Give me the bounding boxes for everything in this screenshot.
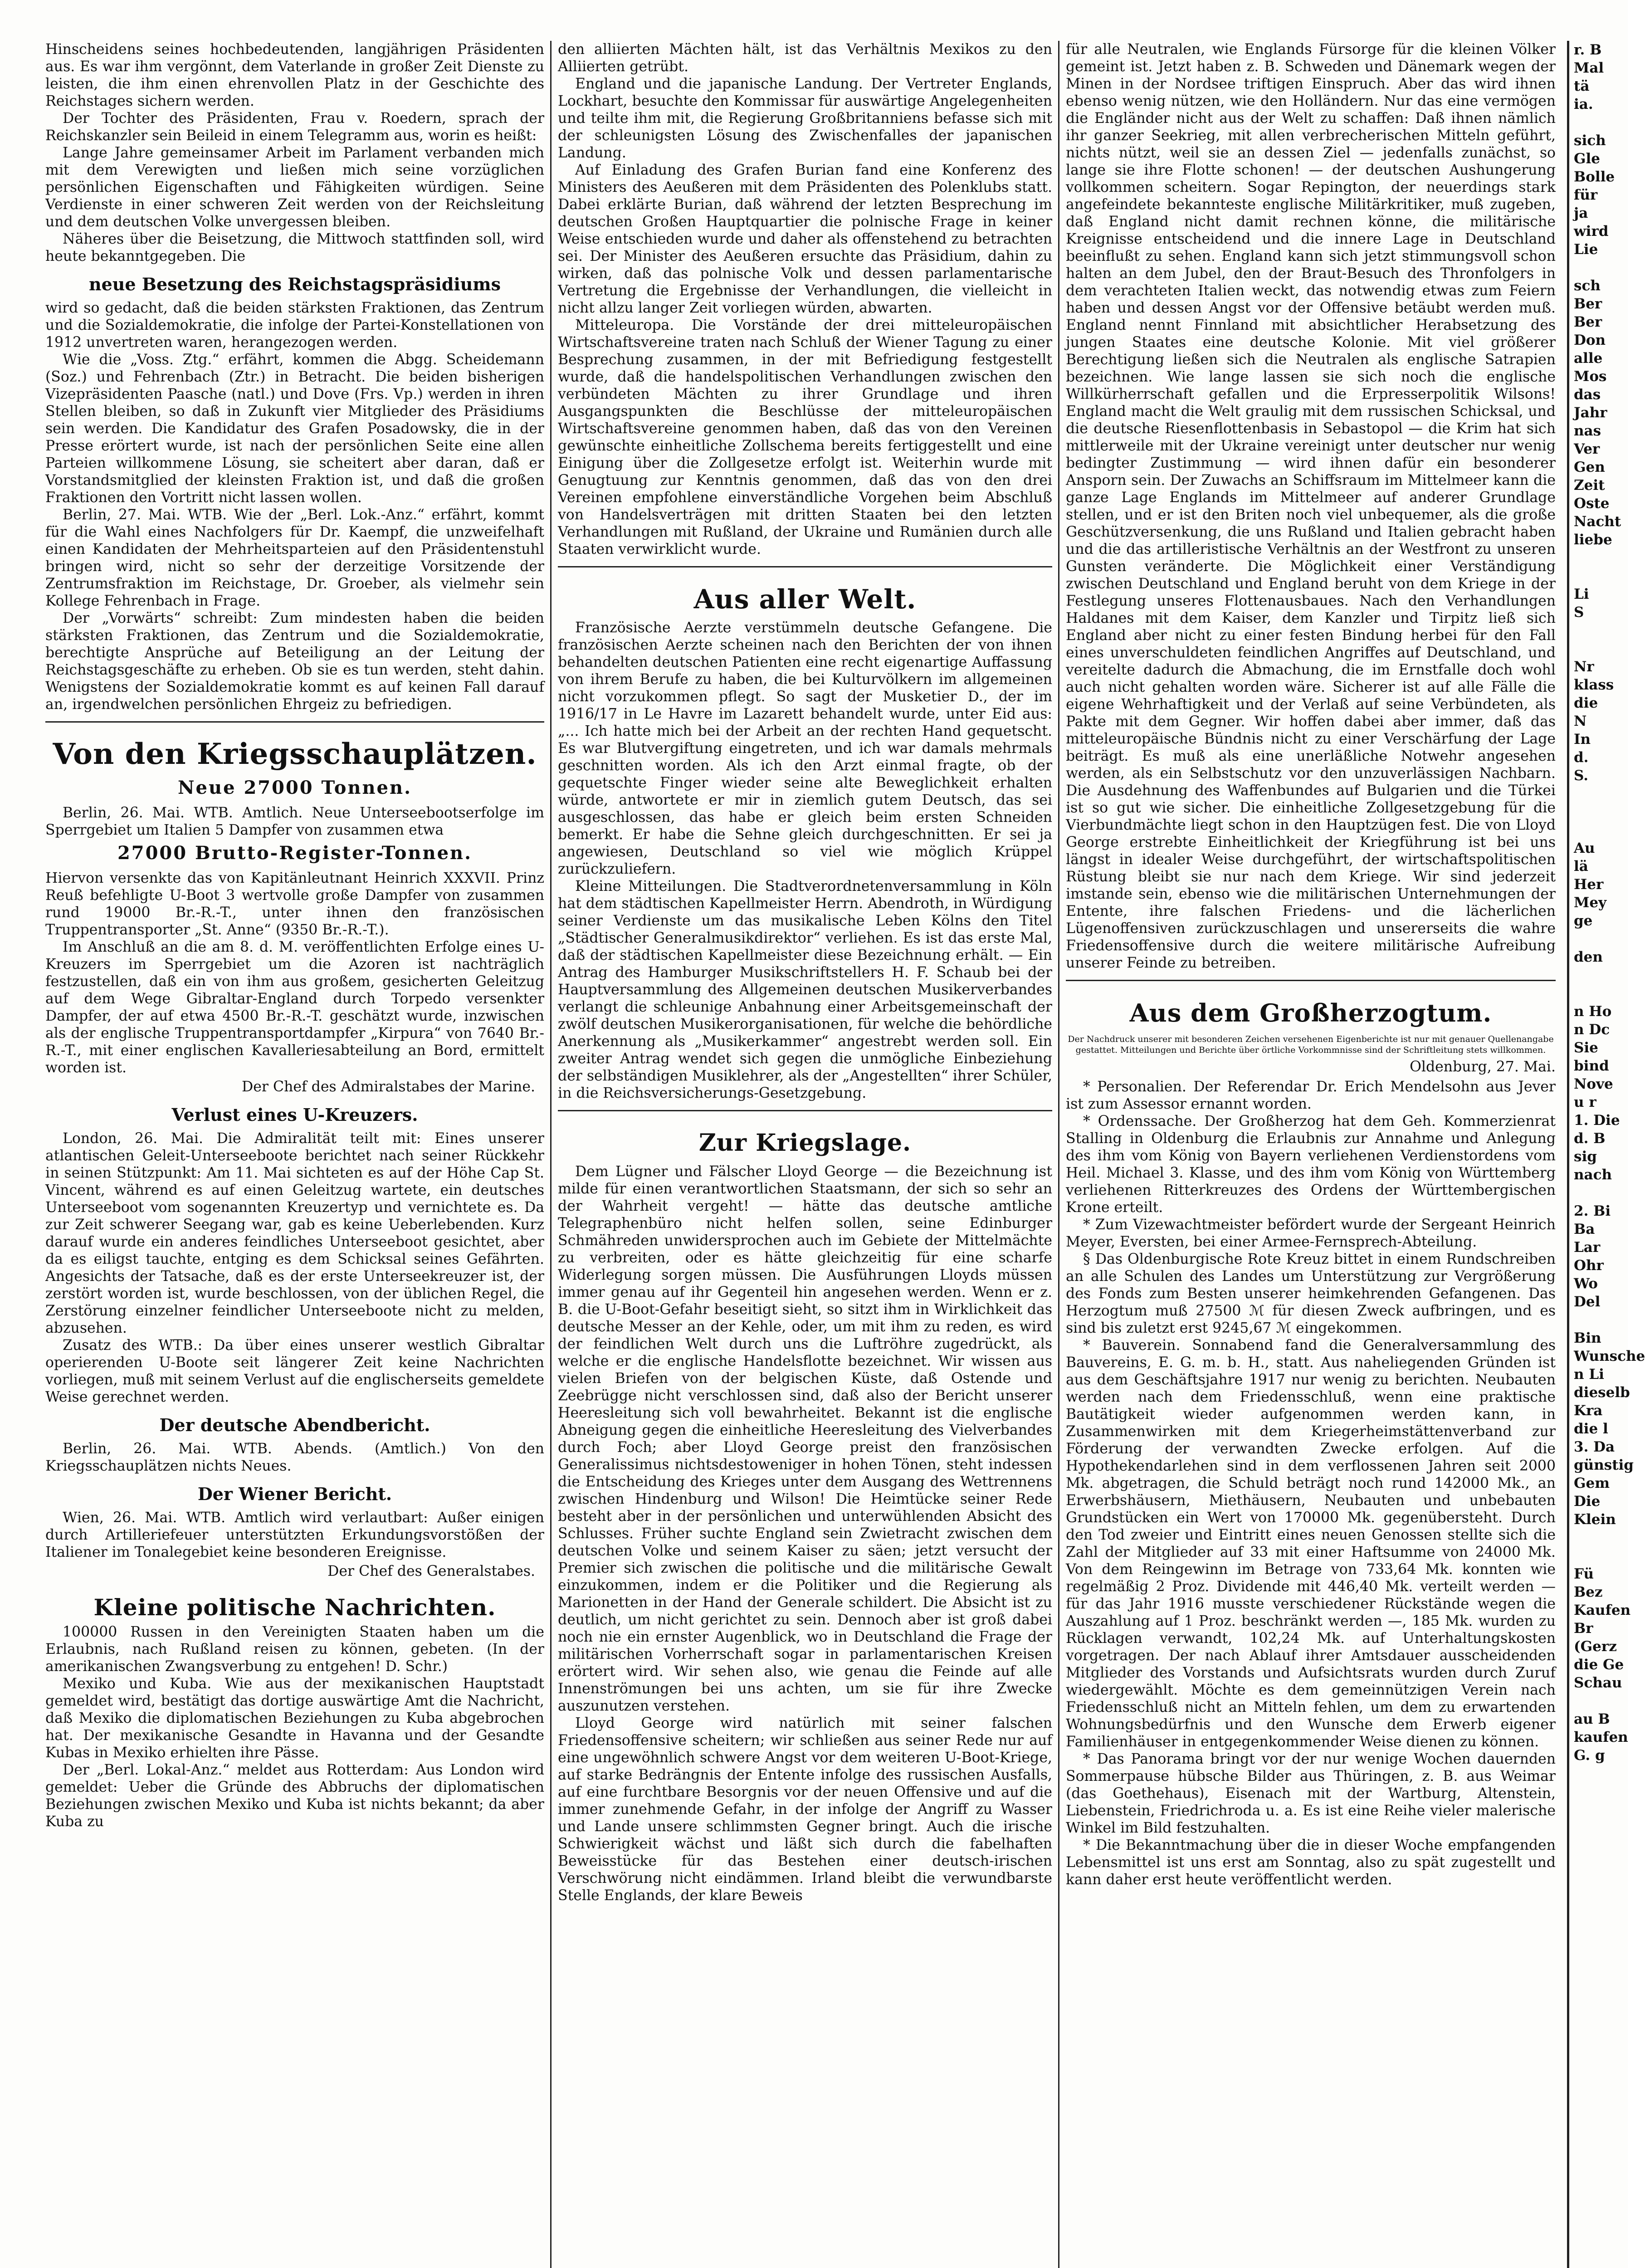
fragment-line: Ver: [1574, 441, 1600, 457]
quoted-telegram: Lange Jahre gemeinsamer Arbeit im Parlament verbanden mich mit dem Verewigten und ließen mich seine vorzüglichen persönlichen Eigenschaften und Fähigkeiten würdigen. Seine Verdienste in einer schweren Zeit werden von der Reichsleitung und dem deutschen Volke unvergessen bleiben.: [45, 145, 549, 230]
article-paragraph: England und die japanische Landung. Der Vertreter Englands, Lockhart, besuchte den Kommissar für auswärtige Angelegenheiten und teilte ihm mit, die Regierung Großbritanniens befasse sich mit der schleunigsten Lösung des Zwischenfalles der japanischen Landung.: [558, 76, 1057, 161]
fragment-line: G. g: [1574, 1747, 1605, 1764]
column-rule: [1567, 41, 1569, 2268]
article-paragraph: Im Anschluß an die am 8. d. M. veröffentlichten Erfolge eines U-Kreuzers im Sperrgebiet um die Azoren ist nachträglich festzustellen, daß ein von ihm aus großem, gesicherten Geleitzug auf dem Wege Gibraltar-England durch Torpedo versenkter Dampfer, der auf etwa 4500 Br.-R.-T. geschätzt wurde, inzwischen als der englische Truppentransportdampfer „Kirpura“ von 7640 Br.-R.-T., mit einer englischen Kavalleriesabteilung an Bord, ermittelt worden ist.: [45, 939, 549, 1076]
fragment-line: [1574, 930, 1628, 948]
fragment-line: Kra: [1574, 1403, 1603, 1419]
fragment-line: (Gerz: [1574, 1638, 1617, 1655]
fragment-line: Klein: [1574, 1511, 1616, 1528]
fragment-line: [1574, 1692, 1628, 1710]
section-heading-kriegslage: Zur Kriegslage.: [698, 1129, 912, 1157]
article-paragraph: Näheres über die Beisetzung, die Mittwoch stattfinden soll, wird heute bekanntgegeben. Die: [45, 231, 549, 264]
fragment-line: Nr: [1574, 659, 1594, 675]
article-paragraph: London, 26. Mai. Die Admiralität teilt mit: Eines unserer atlantischen Geleit-Unterseeboote berichtet nach seiner Rückkehr in seinen Stützpunkt: Am 11. Mai sichteten es auf der Höhe Cap St. Vincent, während es auf einen Geleitzug wartete, ein deutsches Unterseeboot vom sogenannten Kreuzertyp und vernichtete es. Da zur Zeit schwerer Seegang war, gab es keine Ueberlebenden. Kurz darauf wurde ein anderes feindliches Unterseeboot gesichtet, aber da es eiligst tauchte, entging es dem Schicksal seines Gefährten. Angesichts der Tatsache, daß es der erste Unterseekreuzer ist, der zerstört worden ist, wurde beschlossen, von der üblichen Regel, die Zerstörung einzelner feindlicher Unterseeboote nicht zu melden, abzusehen.: [45, 1130, 549, 1336]
fragment-line: [1574, 803, 1628, 821]
fragment-line: Nove: [1574, 1076, 1613, 1092]
section-divider: [45, 721, 544, 723]
fragment-lines: [1574, 41, 1645, 1765]
fragment-line: Mos: [1574, 368, 1607, 385]
article-paragraph: Wien, 26. Mai. WTB. Amtlich wird verlautbart: Außer einigen durch Artilleriefeuer unterstützten Erkundungsvorstößen der Italiener im Tonalegebiet keine besonderen Ereignisse.: [45, 1510, 549, 1560]
fragment-line: n Li: [1574, 1366, 1604, 1383]
article-paragraph: wird so gedacht, daß die beiden stärksten Fraktionen, das Zentrum und die Sozialdemokratie, die infolge der Partei-Konstellationen von 1912 unvertreten waren, herangezogen werden.: [45, 300, 549, 351]
fragment-line: die l: [1574, 1421, 1608, 1437]
column-2: [558, 41, 1057, 2268]
section-heading-kleine-nachrichten: Kleine politische Nachrichten.: [93, 1594, 496, 1621]
fragment-line: Her: [1574, 876, 1604, 893]
fragment-line: alle: [1574, 350, 1603, 367]
fragment-line: n Ho: [1574, 1003, 1612, 1020]
fragment-line: S: [1574, 604, 1584, 621]
section-divider: [558, 566, 1052, 567]
article-paragraph: Kleine Mitteilungen. Die Stadtverordnetenversammlung in Köln hat dem städtischen Kapellmeister Herrn. Abendroth, in Würdigung seiner Verdienste um das musikalische Leben Kölns den Titel „Städtischer Generalmusikdirektor“ verliehen. Es ist das erste Mal, daß der städtischen Kapellmeister diese Bezeichnung erhält. — Ein Antrag des Hamburger Musikschriftstellers H. F. Schaub bei der Hauptversammlung des Allgemeinen deutschen Musikerverbandes verlangt die schleunige Anbahnung einer Arbeitsgemeinschaft der zwölf deutschen Musikerorganisationen, für welche die behördliche Anerkennung als „Musikerkammer“ angestrebt werden soll. Ein zweiter Antrag wendet sich gegen die unmögliche Einbeziehung der selbständigen Musiklehrer, als der „Angestellten“ ihrer Schüler, in die Reichsversicherungs-Gesetzgebung.: [558, 878, 1057, 1101]
fragment-line: für: [1574, 187, 1598, 203]
fragment-line: kaufen: [1574, 1729, 1628, 1745]
fragment-line: In: [1574, 731, 1591, 748]
fragment-line: Wunsche: [1574, 1348, 1645, 1364]
article-paragraph: * Zum Vizewachtmeister befördert wurde der Sergeant Heinrich Meyer, Eversten, bei einer Armee-Fernsprech-Abteilung.: [1066, 1217, 1561, 1250]
fragment-line: die Ge: [1574, 1657, 1624, 1673]
article-paragraph: für alle Neutralen, wie Englands Fürsorge für die kleinen Völker gemeint ist. Jetzt haben z. B. Schweden und Dänemark wegen der Minen in der Nordsee triftigen Einspruch. Aber das wird ihnen ebenso wenig nützen, wie den Holländern. Nur das eine vermögen die Engländer nicht aus der Welt zu schaffen: Daß ihnen nämlich ihr ganzer Seekrieg, mit allen verbrecherischen Mitteln geführt, nichts nützt, weil sie an dessen Ziel — jedenfalls zunächst, so lange sie ihre Flotte schonen! — der deutschen Aushungerung vollkommen scheitern. Sogar Repington, der neuerdings stark angefeindete bekannteste englische Militärkritiker, muß zugeben, daß England nicht damit rechnen könne, die militärische Kreignisse entscheidend und die innere Lage in Deutschland beeinflußt zu sehen. England kann sich jetzt stimmungsvoll schon halten an dem Jubel, den der Braut-Besuch des Thronfolgers in dem verachteten Italien weckt, das notwendig etwas zum Feiern haben und dessen Angst vor der Offensive betäubt werden muß. England nennt Finnland mit absichtlicher Herabsetzung des jungen Staates eine deutsche Kolonie. Mit viel größerer Berechtigung ließen sich die Neutralen als englische Satrapien bezeichnen. Wie lange lassen sie sich noch die englische Willkürherrschaft gefallen und die Erpresserpolitik Wilsons! England macht die Welt graulig mit dem russischen Schicksal, und die deutsche Riesenflottenbasis in Sebastopol — die Krim hat sich mittlerweile mit der Ukraine vereinigt unter deutscher nur wenig bedingter Zustimmung — wird ihnen dafür ein besonderer Ansporn sein. Der Zuwachs an Schiffsraum im Mittelmeer kann die ganze Lage Englands im Mittelmeer auf anderer Grundlage stellen, und er ist den Briten noch viel unbequemer, als die große Geschützversenkung, die uns Rußland und Italien gebracht haben und die das artilleristische Verhältnis an der Westfront zu unseren Gunsten veränderte. Die Möglichkeit einer Verständigung zwischen Deutschland und England beruht von dem Kriege in der Festlegung unseres Flottenausbaues. Nach den Verhandlungen Haldanes mit dem Kaiser, dem Kanzler und Tirpitz ließ sich England aber nicht zu einer festen Bindung herbei für den Fall eines unverschuldeten feindlichen Angriffes auf Deutschland, und vereitelte dadurch die Abmachung, die im Ernstfalle doch wohl auch nicht gehalten worden wäre. Sicherer ist auf alle Fälle die eigene Wehrhaftigkeit und der Verlaß auf seine Verbündeten, als Pakte mit dem Gegner. Wir hoffen dabei aber immer, daß das mitteleuropäische Bündnis nicht zu einer Verschärfung der Lage beiträgt. Es muß als eine unerläßliche Notwehr angesehen werden, als ein Selbstschutz vor den unzuverlässigen Nachbarn. Die Ausdehnung des Waffenbundes auf Bulgarien und die Türkei ist so gut wie sicher. Die einheitliche Zollgesetzgebung für die Vierbundmächte liegt schon in den Hauptzügen fest. Die von Lloyd George erstrebte Einheitlichkeit der Kriegführung ist bei uns längst in idealer Weise durchgeführt, der wirtschaftspolitischen Rüstung bleibt sie nur nach dem Kriege. Wir sind jederzeit imstande sein, ebenso wie die militärischen Unternehmungen der Entente, ihre falschen Friedens- und die lächerlichen Lügenoffensiven zurückzuschlagen und unsererseits die wahre Friedensoffensive durch die weitere militärische Aufreibung unserer Feinde zu betreiben.: [1066, 41, 1561, 971]
fragment-line: Gem: [1574, 1475, 1610, 1491]
fragment-line: 2. Bi: [1574, 1203, 1611, 1219]
fragment-line: [1574, 1311, 1628, 1329]
section-heading-grossherzogtum: Aus dem Großherzogtum.: [1129, 998, 1492, 1027]
article-paragraph: 100000 Russen in den Vereinigten Staaten haben um die Erlaubnis, nach Rußland reisen zu können, gebeten. (In der amerikanischen Zwangsverbung zu entgehen! D. Schr.): [45, 1624, 549, 1675]
fragment-line: lä: [1574, 858, 1588, 875]
article-paragraph: Der Tochter des Präsidenten, Frau v. Roedern, sprach der Reichskanzler sein Beileid in einem Telegramm aus, worin es heißt:: [45, 110, 549, 144]
article-paragraph: * Die Bekanntmachung über die in dieser Woche empfangenden Lebensmittel ist uns erst am Sonntag, also zu spät zugestellt und kann daher erst heute veröffentlicht werden.: [1066, 1837, 1561, 1888]
subheading-tonnen: Neue 27000 Tonnen.: [177, 777, 412, 798]
fragment-line: Ber: [1574, 314, 1602, 330]
article-paragraph: Berlin, 26. Mai. WTB. Amtlich. Neue Unterseebootserfolge im Sperrgebiet um Italien 5 Dampfer von zusammen etwa: [45, 805, 549, 838]
fragment-line: Ber: [1574, 296, 1602, 312]
fragment-line: klass: [1574, 677, 1614, 693]
fragment-line: ge: [1574, 913, 1593, 929]
fragment-line: nas: [1574, 423, 1601, 439]
subheading-abendbericht: Der deutsche Abendbericht.: [159, 1415, 430, 1435]
article-paragraph: * Personalien. Der Referendar Dr. Erich Mendelsohn aus Jever ist zum Assessor ernannt worden.: [1066, 1079, 1561, 1112]
fragment-line: den: [1574, 949, 1603, 965]
fragment-line: u r: [1574, 1094, 1596, 1110]
article-paragraph: § Das Oldenburgische Rote Kreuz bittet in einem Rundschreiben an alle Schulen des Landes um Unterstützung zur Vergrößerung des Fonds zum Besten unserer heimkehrenden Gefangenen. Das Herzogtum muß 27500 ℳ für diesen Zweck aufbringen, und es sind bis zuletzt erst 9245,67 ℳ eingekommen.: [1066, 1251, 1561, 1336]
fragment-line: Jahr: [1574, 405, 1607, 421]
subheading-verlust: Verlust eines U-Kreuzers.: [171, 1105, 418, 1125]
article-paragraph: Lloyd George wird natürlich mit seiner falschen Friedensoffensive scheitern; wir schließen aus seiner Rede nur auf eine ungewöhnlich schwere Angst vor dem weiteren U-Boot-Kriege, auf starke Bedrängnis der Entente infolge des russischen Ausfalls, auf eine furchtbare Besorgnis vor der neuen Offensive und auf die immer zunehmende Gefahr, in der infolge der Angriff zu Wasser und Lande unsere schlimmsten Gegner bringt. Auch die irische Schwierigkeit wächst und läßt sich durch die fabelhaften Beweisstücke für das Bestehen einer deutsch-irischen Verschwörung nicht eindämmen. Irland bleibt die verwundbarste Stelle Englands, der klare Beweis: [558, 1715, 1057, 1904]
fragment-line: Mey: [1574, 894, 1607, 911]
fragment-line: [1574, 1184, 1628, 1202]
adjacent-page-fragment: [1574, 41, 1645, 2268]
article-paragraph: Zusatz des WTB.: Da über eines unserer westlich Gibraltar operierenden U-Boote seit längerer Zeit keine Nachrichten vorliegen, muß mit seinem Verlust auf die englischerseits gemeldete Weise gerechnet werden.: [45, 1337, 549, 1405]
fragment-line: Bolle: [1574, 169, 1615, 185]
fragment-line: Zeit: [1574, 477, 1605, 494]
section-heading-kriegsschauplaetze: Von den Kriegsschauplätzen.: [53, 737, 537, 771]
fragment-line: [1574, 549, 1628, 567]
article-paragraph: Berlin, 26. Mai. WTB. Abends. (Amtlich.) Von den Kriegsschauplätzen nichts Neues.: [45, 1441, 549, 1474]
fragment-line: Don: [1574, 332, 1606, 348]
article-paragraph: Hiervon versenkte das von Kapitänleutnant Heinrich XXXVII. Prinz Reuß befehligte U-Boot 3 wertvolle große Dampfer von zusammen rund 19000 Br.-R.-T., unter ihnen den französischen Truppentransporter „St. Anne“ (9350 Br.-R.-T.).: [45, 870, 549, 938]
fragment-line: die: [1574, 695, 1598, 711]
article-paragraph: Mexiko und Kuba. Wie aus der mexikanischen Hauptstadt gemeldet wird, bestätigt das dortige auswärtige Amt die Nachricht, daß Mexiko die diplomatischen Beziehungen zu Kuba abgebrochen hat. Der mexikanische Gesandte in Havanna und der Gesandte Kubas in Mexiko erhielten ihre Pässe.: [45, 1676, 549, 1761]
fragment-line: [1574, 640, 1628, 658]
fragment-line: [1574, 259, 1628, 277]
fragment-line: sig: [1574, 1149, 1597, 1165]
dateline: Oldenburg, 27. Mai.: [1410, 1059, 1556, 1075]
fragment-line: [1574, 1547, 1628, 1565]
fragment-line: tä: [1574, 78, 1590, 94]
fragment-line: Schau: [1574, 1675, 1622, 1691]
fragment-line: Kaufen: [1574, 1602, 1631, 1618]
fragment-line: [1574, 113, 1628, 132]
fragment-line: Li: [1574, 586, 1589, 602]
article-paragraph: den alliierten Mächten hält, ist das Verhältnis Mexikos zu den Alliierten getrübt.: [558, 41, 1057, 75]
fragment-line: [1574, 984, 1628, 1002]
subheading-neubesetzung: neue Besetzung des Reichstagspräsidiums: [88, 274, 501, 294]
column-1: [45, 41, 549, 2268]
fragment-line: Nacht: [1574, 513, 1621, 530]
article-paragraph: Wie die „Voss. Ztg.“ erfährt, kommen die Abgg. Scheidemann (Soz.) und Fehrenbach (Ztr.) in Betracht. Die beiden bisherigen Vizepräsidenten Paasche (natl.) und Dove (Frs. Vp.) werden in ihren Stellen bleiben, so daß in Zukunft vier Mitglieder des Präsidiums sein werden. Die Kandidatur des Grafen Posadowsky, die in der Presse erörtert wurde, ist nach der persönlichen Seite eine allen Parteien willkommene Lösung, sie scheitert aber daran, daß er Vorstandsmitglied der kleinsten Fraktion ist, und daß die großen Fraktionen den Vortritt nicht lassen wollen.: [45, 352, 549, 506]
article-paragraph: Auf Einladung des Grafen Burian fand eine Konferenz des Ministers des Aeußeren mit dem Präsidenten des Polenklubs statt. Dabei erklärte Burian, daß während der letzten Besprechung im deutschen Großen Hauptquartier die polnische Frage in keiner Weise entschieden wurde und daher als offenstehend zu betrachten sei. Der Minister des Aeußeren ersuchte das Präsidium, dahin zu wirken, daß das polnische Volk und dessen parlamentarische Vertretung die Ergebnisse der Verhandlungen, die vielleicht in nicht allzu langer Zeit vorliegen würden, abwarten.: [558, 162, 1057, 316]
article-paragraph: Berlin, 27. Mai. WTB. Wie der „Berl. Lok.-Anz.“ erfährt, kommt für die Wahl eines Nachfolgers für Dr. Kaempf, die unzweifelhaft einen Kandidaten der Mehrheitsparteien auf den Präsidentenstuhl bringen wird, nicht so sehr der derzeitige Vorsitzende der Zentrumsfraktion im Reichstage, Dr. Groeber, als vielmehr sein Kollege Fehrenbach in Frage.: [45, 507, 549, 609]
fragment-line: Mal: [1574, 60, 1604, 76]
fragment-line: Ba: [1574, 1221, 1595, 1237]
fragment-line: au B: [1574, 1711, 1610, 1727]
signature-admiralstab: Der Chef des Admiralstabes der Marine.: [242, 1079, 535, 1095]
fragment-line: Gen: [1574, 459, 1605, 475]
column-rule: [550, 41, 552, 2268]
tonnage-highlight: 27000 Brutto-Register-Tonnen.: [117, 842, 473, 864]
article-paragraph: * Ordenssache. Der Großherzog hat dem Geh. Kommerzienrat Stalling in Oldenburg die Erlaubnis zur Annahme und Anlegung des ihm vom König von Bayern verliehenen Verdienstordens vom Heil. Michael 3. Klasse, und des ihm vom König von Württemberg verliehenen Ritterkreuzes des Ordens der Württembergischen Krone erteilt.: [1066, 1113, 1561, 1216]
fragment-line: Au: [1574, 840, 1595, 856]
fragment-line: das: [1574, 386, 1601, 403]
fragment-line: sch: [1574, 278, 1601, 294]
column-3: [1066, 41, 1561, 2268]
fragment-line: Ohr: [1574, 1257, 1604, 1274]
fragment-line: Wo: [1574, 1276, 1598, 1292]
fragment-line: günstig: [1574, 1457, 1634, 1473]
fragment-line: nach: [1574, 1167, 1612, 1183]
fragment-line: [1574, 621, 1628, 640]
fragment-line: Bin: [1574, 1330, 1601, 1346]
fragment-line: Del: [1574, 1294, 1601, 1310]
fragment-line: wird: [1574, 223, 1609, 240]
fragment-line: S.: [1574, 767, 1589, 784]
section-heading-aus-aller-welt: Aus aller Welt.: [693, 584, 917, 615]
signature-generalstab: Der Chef des Generalstabes.: [327, 1563, 535, 1579]
article-paragraph: Dem Lügner und Fälscher Lloyd George — die Bezeichnung ist milde für einen verantwortlichen Staatsmann, der sich so sehr an der Wahrheit vergeht! — hätte das deutsche amtliche Telegraphenbüro nicht helfen sollen, seine Edinburger Schmähreden unwidersprochen auch im Gebiete der Mittelmächte zu verbreiten, oder es hätte gleichzeitig für eine scharfe Widerlegung sorgen müssen. Die Ausführungen Lloyds müssen immer genau auf ihr Gegenteil hin angesehen werden. Wenn er z. B. die U-Boot-Gefahr beseitigt sieht, so sitzt ihm in Wirklichkeit das deutsche Messer an der Kehle, oder, um mit ihm zu reden, es wird der feindlichen Welt durch uns die Luftröhre zugedrückt, als welche er die englische Handelsflotte bezeichnet. Wir wissen aus vielen Briefen von der belgischen Küste, daß Ostende und Zeebrügge nicht verschlossen sind, daß also der Bericht unserer Heeresleitung sich voll bewahrheitet. Bekannt ist die englische Abneigung gegen die einheitliche Heeresleitung des Vielverbandes durch Foch; aber Lloyd George preist den französischen Generalissimus nichtsdestoweniger in hohen Tönen, steht indessen die Entscheidung des Krieges unter dem Ausgang des Wettrennens zwischen Hindenburg und Wilson! Die Heimtücke seiner Rede besteht aber in der persönlichen und unterwühlenden Absicht des Schlusses. Früher suchte England sein Zwietracht zwischen dem deutschen Volke und seinem Kaiser zu säen; jetzt versucht der Premier sich zwischen die politische und die militärische Gewalt einzukommen, indem er die Politiker und die Regierung als Marionetten in der Hand der Generale schildert. Die Absicht ist zu deutlich, um nicht gerichtet zu sein. Dennoch aber ist groß dabei noch nie ein ernster Augenblick, wo in Deutschland die Frage der militärischen Vorherrschaft sogar in parlamentarischen Kreisen erörtert wird. Wir sehen also, wie genau die Feinde auf alle Innenströmungen bei uns achten, um sie für ihre Zwecke auszunutzen verstehen.: [558, 1163, 1057, 1714]
fragment-line: 1. Die: [1574, 1112, 1620, 1129]
fragment-line: dieselb: [1574, 1384, 1630, 1401]
fragment-line: Fü: [1574, 1566, 1594, 1582]
fragment-line: Die: [1574, 1493, 1601, 1510]
article-paragraph: Französische Aerzte verstümmeln deutsche Gefangene. Die französischen Aerzte scheinen nach den Berichten der von ihnen behandelten deutschen Patienten eine recht eigenartige Auffassung von ihrem Berufe zu haben, die bei Kulturvölkern im allgemeinen nicht vorzukommen pflegt. So sagt der Musketier D., der im 1916/17 in Le Havre im Lazarett behandelt wurde, unter Eid aus: „... Ich hatte mich bei der Arbeit an der rechten Hand gequetscht. Es war Blutvergiftung eingetreten, und ich war damals mehrmals geschnitten worden. Als ich den Arzt einmal fragte, ob der gequetschte Finger wieder seine alte Beweglichkeit erhalten würde, antwortete er mir in ziemlich gutem Deutsch, das sei ausgeschlossen, das habe er gleich beim ersten Schneiden bemerkt. Er habe die Sehne gleich durchgeschnitten. Er sei ja angewiesen, Deutschland so viel wie möglich Krüppel zurückzuliefern.: [558, 620, 1057, 877]
fragment-line: [1574, 785, 1628, 803]
article-paragraph: Mitteleuropa. Die Vorstände der drei mitteleuropäischen Wirtschaftsvereine traten nach Schluß der Wiener Tagung zu einer Besprechung zusammen, in der mit Befriedigung festgestellt wurde, daß die handelspolitischen Verhandlungen zwischen den verbündeten Mächten zu ihrer Grundlage und ihren Ausgangspunkten die Beschlüsse der mitteleuropäischen Wirtschaftsvereine genommen haben, daß das von den Vereinen gewünschte einheitliche Zollschema bereits fertiggestellt und eine Einigung über die Zollgesetze erfolgt ist. Weiterhin wurde mit Genugtuung zur Kenntnis genommen, daß das von den drei Vereinen empfohlene einverständliche Vorgehen beim Abschluß von Handelsverträgen mit dritten Staaten bei den letzten Verhandlungen mit Rußland, der Ukraine und Rumänien durch alle Staaten verwirklicht wurde.: [558, 317, 1057, 557]
fragment-line: [1574, 567, 1628, 585]
fragment-line: d. B: [1574, 1130, 1606, 1147]
fragment-line: Gle: [1574, 151, 1600, 167]
fragment-line: ja: [1574, 205, 1588, 221]
fragment-line: Sie: [1574, 1040, 1598, 1056]
fragment-line: n Dc: [1574, 1022, 1610, 1038]
fragment-line: N: [1574, 713, 1587, 729]
section-divider: [558, 1110, 1052, 1111]
fragment-line: [1574, 966, 1628, 984]
subheading-wiener-bericht: Der Wiener Bericht.: [197, 1484, 392, 1504]
fragment-line: Lar: [1574, 1239, 1601, 1256]
article-paragraph: Hinscheidens seines hochbedeutenden, langjährigen Präsidenten aus. Es war ihm vergönnt, dem Vaterlande in großer Zeit Dienste zu leisten, die ihm einen ehrenvollen Platz in der Geschichte des Reichstages sichern werden.: [45, 41, 549, 109]
fragment-line: d.: [1574, 749, 1589, 766]
article-paragraph: Der „Vorwärts“ schreibt: Zum mindesten haben die beiden stärksten Fraktionen, das Zentrum und die Sozialdemokratie, berechtigte Ansprüche auf Beteiligung an der Leitung der Reichstagsgeschäfte zu erheben. Ob sie es tun werden, steht dahin. Wenigstens der Sozialdemokratie kommt es auf keinen Fall darauf an, irgendwelchen persönlichen Ehrgeiz zu befriedigen.: [45, 610, 549, 713]
section-divider: [1066, 980, 1556, 981]
article-paragraph: * Das Panorama bringt vor der nur wenige Wochen dauernden Sommerpause hübsche Bilder aus Thüringen, z. B. aus Weimar (das Goethehaus), Eisenach mit der Wartburg, Altenstein, Liebenstein, Friedrichroda u. a. Es ist eine Reihe vieler malerische Winkel im Bild festzuhalten.: [1066, 1751, 1561, 1836]
reprint-notice: Der Nachdruck unserer mit besonderen Zeichen versehenen Eigenberichte ist nur mit genauer Quellenangabe gestattet. Mitteilungen und Berichte über örtliche Vorkommnisse sind der Schriftleitung stets willkommen.: [1068, 1034, 1554, 1055]
fragment-line: Br: [1574, 1620, 1593, 1637]
column-rule: [1058, 41, 1059, 2268]
article-paragraph: * Bauverein. Sonnabend fand die Generalversammlung des Bauvereins, E. G. m. b. H., statt. Aus naheliegenden Gründen ist aus dem Geschäftsjahre 1917 nur wenig zu berichten. Neubauten werden nach dem Friedensschluß, wenn eine praktische Bautätigkeit wieder aufgenommen werden kann, in Zusammenwirken mit dem Kriegerheimstättenverband zur Förderung der verwandten Zwecke erfolgen. Auf die Hypothekendarlehen sind in dem verflossenen Jahren seit 2000 Mk. abgetragen, die Schuld beträgt noch rund 142000 Mk., an Erwerbshäusern, Miethäusern, Neubauten und unbebauten Grundstücken ein Wert von 170000 Mk. gegenübersteht. Durch den Tod zweier und Eintritt eines neuen Genossen stellte sich die Zahl der Mitglieder auf 33 mit einer Haftsumme von 24000 Mk. Von dem Reingewinn im Betrage von 733,64 Mk. konnten wie regelmäßig 2 Proz. Dividende mit 446,40 Mk. verteilt werden — für das Jahr 1916 musste verschiedener Rückstände wegen die Auszahlung auf 1 Proz. beschränkt werden —, 185 Mk. wurden zu Rücklagen verwandt, 102,24 Mk. auf Unterhaltungskosten vorgetragen. Der nach Ablauf ihrer Amtsdauer ausscheidenden Mitglieder des Vorstands und Aufsichtsrats wurden durch Zuruf wiedergewählt. Möchte es dem gemeinnützigen Verein nach Friedensschluß nicht an Mitteln fehlen, um dem zu erwartenden Wohnungsbedürfnis und den Wunsche dem Erwerb eigener Familienhäuser in entgegenkommender Weise dienen zu können.: [1066, 1337, 1561, 1750]
fragment-line: Bez: [1574, 1584, 1603, 1600]
fragment-line: 3. Da: [1574, 1439, 1615, 1455]
fragment-line: [1574, 821, 1628, 839]
fragment-line: sich: [1574, 132, 1606, 149]
fragment-line: ia.: [1574, 96, 1593, 112]
fragment-line: Lie: [1574, 241, 1598, 258]
fragment-line: bind: [1574, 1058, 1609, 1074]
fragment-line: r. B: [1574, 42, 1602, 58]
fragment-line: Oste: [1574, 495, 1610, 512]
fragment-line: [1574, 1529, 1628, 1547]
article-paragraph: Der „Berl. Lokal-Anz.“ meldet aus Rotterdam: Aus London wird gemeldet: Ueber die Gründe des Abbruchs der diplomatischen Beziehungen zwischen Mexiko und Kuba ist nichts bekannt; da aber Kuba zu: [45, 1762, 549, 1830]
fragment-line: liebe: [1574, 532, 1612, 548]
